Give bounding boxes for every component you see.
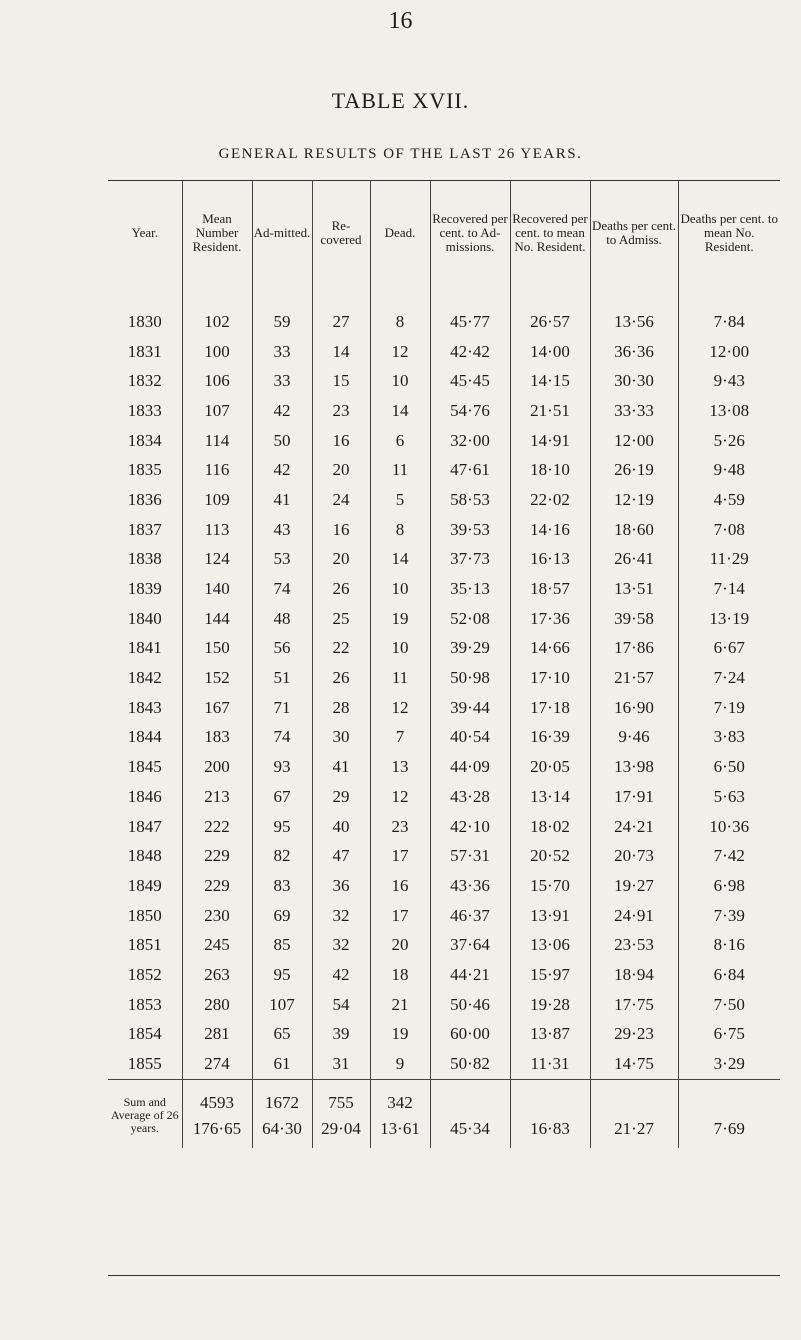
table-cell: 13	[370, 752, 430, 782]
results-table	[108, 180, 780, 1148]
sum-cell	[252, 1079, 312, 1148]
table-cell: 20	[312, 455, 370, 485]
table-cell: 35·13	[430, 574, 510, 604]
year-cell: 1855	[127, 1054, 162, 1074]
sum-value: 4593	[200, 1092, 234, 1112]
table-cell: 114	[182, 426, 252, 456]
table-cell: 42	[252, 455, 312, 485]
table-cell: 50·46	[430, 990, 510, 1020]
table-cell: 7·50	[678, 990, 780, 1020]
sum-cell	[370, 1079, 430, 1148]
table-cell: 22	[312, 634, 370, 664]
table-cell: 20·52	[510, 841, 590, 871]
table-row	[108, 841, 780, 871]
table-cell: 13·98	[590, 752, 678, 782]
table-cell: 42·42	[430, 337, 510, 367]
table-cell: 13·14	[510, 782, 590, 812]
table-row	[108, 545, 780, 575]
table-cell: 107	[182, 396, 252, 426]
table-cell: 22·02	[510, 485, 590, 515]
table-cell: 85	[252, 930, 312, 960]
table-cell: 19	[370, 1020, 430, 1050]
table-cell: 20·73	[590, 841, 678, 871]
table-row	[108, 485, 780, 515]
table-row	[108, 337, 780, 367]
table-cell: 16	[312, 426, 370, 456]
table-cell: 17·36	[510, 604, 590, 634]
table-cell: 200	[182, 752, 252, 782]
year-cell: 1850	[127, 905, 162, 925]
table-cell: 17	[370, 901, 430, 931]
table-cell: 17·10	[510, 663, 590, 693]
table-cell: 93	[252, 752, 312, 782]
table-cell: 16·13	[510, 545, 590, 575]
year-cell: 1854	[127, 1024, 162, 1044]
table-cell: 100	[182, 337, 252, 367]
table-cell: 18·02	[510, 812, 590, 842]
year-cell: 1852	[127, 964, 162, 984]
table-cell: 5	[370, 485, 430, 515]
table-cell: 11	[370, 663, 430, 693]
table-cell: 41	[252, 485, 312, 515]
table-cell: 74	[252, 574, 312, 604]
table-cell: 19·27	[590, 871, 678, 901]
table-cell: 7·14	[678, 574, 780, 604]
table-cell: 21·51	[510, 396, 590, 426]
table-cell: 56	[252, 634, 312, 664]
year-cell: 1845	[127, 757, 162, 777]
table-cell: 7·08	[678, 515, 780, 545]
table-cell: 16	[312, 515, 370, 545]
table-cell: 20·05	[510, 752, 590, 782]
table-cell: 3·83	[678, 723, 780, 753]
table-cell: 8·16	[678, 930, 780, 960]
table-cell: 18·57	[510, 574, 590, 604]
table-cell: 46·37	[430, 901, 510, 931]
table-cell: 82	[252, 841, 312, 871]
table-cell: 24·21	[590, 812, 678, 842]
table-cell: 50·98	[430, 663, 510, 693]
table-cell: 95	[252, 812, 312, 842]
table-cell: 47	[312, 841, 370, 871]
table-cell: 44·21	[430, 960, 510, 990]
table-cell: 229	[182, 841, 252, 871]
table-cell: 23·53	[590, 930, 678, 960]
table-cell: 58·53	[430, 485, 510, 515]
year-cell: 1840	[127, 608, 162, 628]
year-cell: 1835	[127, 460, 162, 480]
table-cell: 12·00	[590, 426, 678, 456]
table-cell: 59	[252, 285, 312, 337]
table-cell: 10	[370, 366, 430, 396]
year-cell: 1851	[127, 935, 162, 955]
year-cell: 1847	[127, 816, 162, 836]
table-cell: 42	[252, 396, 312, 426]
table-cell: 14	[370, 396, 430, 426]
sum-cell	[590, 1079, 678, 1148]
table-cell: 17·75	[590, 990, 678, 1020]
year-cell: 1839	[127, 579, 162, 599]
year-cell: 1831	[127, 341, 162, 361]
year-cell: 1838	[127, 549, 162, 569]
table-cell: 32·00	[430, 426, 510, 456]
table-cell: 9·48	[678, 455, 780, 485]
table-row	[108, 663, 780, 693]
table-cell: 20	[370, 930, 430, 960]
table-cell: 41	[312, 752, 370, 782]
table-cell: 54·76	[430, 396, 510, 426]
table-cell: 16	[370, 871, 430, 901]
table-cell: 39·58	[590, 604, 678, 634]
year-cell: 1849	[127, 875, 162, 895]
table-cell: 6·84	[678, 960, 780, 990]
table-cell: 30	[312, 723, 370, 753]
table-cell: 26	[312, 574, 370, 604]
table-cell: 74	[252, 723, 312, 753]
table-cell: 13·87	[510, 1020, 590, 1050]
table-cell: 12	[370, 782, 430, 812]
table-cell: 13·08	[678, 396, 780, 426]
table-cell: 71	[252, 693, 312, 723]
table-cell: 18·94	[590, 960, 678, 990]
table-cell: 144	[182, 604, 252, 634]
table-subtitle: GENERAL RESULTS OF THE LAST 26 YEARS.	[218, 146, 583, 162]
table-cell: 83	[252, 871, 312, 901]
column-header: Re-covered	[312, 181, 370, 286]
table-cell: 15·70	[510, 871, 590, 901]
year-cell: 1842	[127, 668, 162, 688]
table-row	[108, 634, 780, 664]
table-cell: 28	[312, 693, 370, 723]
sum-value: 755	[328, 1092, 354, 1112]
column-header: Deaths per cent. to mean No. Resident.	[678, 181, 780, 286]
table-cell: 18·10	[510, 455, 590, 485]
table-cell: 32	[312, 901, 370, 931]
table-cell: 13·06	[510, 930, 590, 960]
table-cell: 24	[312, 485, 370, 515]
table-cell: 17	[370, 841, 430, 871]
table-row	[108, 366, 780, 396]
table-cell: 213	[182, 782, 252, 812]
table-cell: 13·91	[510, 901, 590, 931]
table-cell: 14·00	[510, 337, 590, 367]
table-cell: 152	[182, 663, 252, 693]
table-cell: 7·19	[678, 693, 780, 723]
table-cell: 30·30	[590, 366, 678, 396]
average-value: 176·65	[192, 1118, 242, 1138]
table-cell: 183	[182, 723, 252, 753]
table-cell: 26·19	[590, 455, 678, 485]
year-cell: 1848	[127, 846, 162, 866]
table-cell: 107	[252, 990, 312, 1020]
header-row	[108, 181, 780, 286]
table-cell: 116	[182, 455, 252, 485]
table-cell: 14·91	[510, 426, 590, 456]
table-cell: 6·50	[678, 752, 780, 782]
table-row	[108, 901, 780, 931]
table-cell: 16·39	[510, 723, 590, 753]
table-row	[108, 396, 780, 426]
column-header: Dead.	[370, 181, 430, 286]
table-cell: 109	[182, 485, 252, 515]
table-cell: 57·31	[430, 841, 510, 871]
table-cell: 7·39	[678, 901, 780, 931]
table-row	[108, 515, 780, 545]
table-cell: 5·63	[678, 782, 780, 812]
sum-row	[108, 1079, 780, 1148]
table-cell: 50·82	[430, 1049, 510, 1079]
table-cell: 40	[312, 812, 370, 842]
table-row	[108, 812, 780, 842]
table-cell: 67	[252, 782, 312, 812]
table-cell: 11·31	[510, 1049, 590, 1079]
table-cell: 20	[312, 545, 370, 575]
table-title: TABLE XVII.	[331, 88, 470, 113]
year-cell: 1834	[127, 430, 162, 450]
table-cell: 6·98	[678, 871, 780, 901]
table-cell: 27	[312, 285, 370, 337]
column-header: Mean Number Resident.	[182, 181, 252, 286]
table-cell: 12	[370, 693, 430, 723]
table-cell: 13·56	[590, 285, 678, 337]
table-cell: 19·28	[510, 990, 590, 1020]
table-cell: 14·75	[590, 1049, 678, 1079]
table-row	[108, 1049, 780, 1079]
table-cell: 230	[182, 901, 252, 931]
table-cell: 229	[182, 871, 252, 901]
sum-label: Sum and Average of 26 years.	[108, 1079, 182, 1148]
table-cell: 42·10	[430, 812, 510, 842]
table-cell: 9·43	[678, 366, 780, 396]
table-cell: 7·42	[678, 841, 780, 871]
table-cell: 31	[312, 1049, 370, 1079]
table-cell: 15·97	[510, 960, 590, 990]
table-cell: 29	[312, 782, 370, 812]
table-cell: 10	[370, 634, 430, 664]
sum-value: 342	[387, 1092, 413, 1112]
table-cell: 7·84	[678, 285, 780, 337]
table-cell: 26·57	[510, 285, 590, 337]
table-cell: 9	[370, 1049, 430, 1079]
sum-value: 1672	[265, 1092, 299, 1112]
average-value: 21·27	[614, 1118, 654, 1138]
average-value: 45·34	[450, 1118, 490, 1138]
year-cell: 1853	[127, 994, 162, 1014]
table-row	[108, 574, 780, 604]
table-cell: 51	[252, 663, 312, 693]
table-cell: 33	[252, 337, 312, 367]
table-cell: 33	[252, 366, 312, 396]
table-cell: 12	[370, 337, 430, 367]
table-cell: 29·23	[590, 1020, 678, 1050]
page-number: 16	[388, 8, 413, 34]
table-cell: 39·29	[430, 634, 510, 664]
table-cell: 18	[370, 960, 430, 990]
table-row	[108, 723, 780, 753]
table-cell: 33·33	[590, 396, 678, 426]
table-cell: 13·51	[590, 574, 678, 604]
year-cell: 1846	[127, 786, 162, 806]
bottom-rule	[108, 1275, 780, 1276]
year-cell: 1836	[127, 489, 162, 509]
sum-cell	[430, 1079, 510, 1148]
table-row	[108, 455, 780, 485]
average-value: 29·04	[321, 1118, 361, 1138]
table-cell: 37·64	[430, 930, 510, 960]
table-cell: 42	[312, 960, 370, 990]
table-cell: 14·66	[510, 634, 590, 664]
table-cell: 263	[182, 960, 252, 990]
table-cell: 24·91	[590, 901, 678, 931]
table-cell: 102	[182, 285, 252, 337]
year-cell: 1844	[127, 727, 162, 747]
table-cell: 50	[252, 426, 312, 456]
table-row	[108, 285, 780, 337]
table-cell: 124	[182, 545, 252, 575]
column-header: Recovered per cent. to Ad-missions.	[430, 181, 510, 286]
table-row	[108, 693, 780, 723]
table-cell: 14	[370, 545, 430, 575]
table-cell: 13·19	[678, 604, 780, 634]
table-cell: 5·26	[678, 426, 780, 456]
table-row	[108, 990, 780, 1020]
table-cell: 14	[312, 337, 370, 367]
table-cell: 40·54	[430, 723, 510, 753]
table-cell: 12·19	[590, 485, 678, 515]
column-header: Recovered per cent. to mean No. Resident.	[510, 181, 590, 286]
table-cell: 21·57	[590, 663, 678, 693]
average-value: 64·30	[262, 1118, 302, 1138]
table-cell: 44·09	[430, 752, 510, 782]
table-cell: 14·16	[510, 515, 590, 545]
table-row	[108, 782, 780, 812]
table-cell: 280	[182, 990, 252, 1020]
table-row	[108, 604, 780, 634]
table-cell: 43·36	[430, 871, 510, 901]
table-cell: 43	[252, 515, 312, 545]
table-cell: 167	[182, 693, 252, 723]
column-header: Deaths per cent. to Admiss.	[590, 181, 678, 286]
table-row	[108, 930, 780, 960]
table-cell: 8	[370, 515, 430, 545]
table-row	[108, 426, 780, 456]
table-cell: 6·67	[678, 634, 780, 664]
sum-cell	[312, 1079, 370, 1148]
column-header: Year.	[131, 225, 158, 240]
table-cell: 23	[370, 812, 430, 842]
table-cell: 17·91	[590, 782, 678, 812]
table-cell: 26	[312, 663, 370, 693]
year-cell: 1837	[127, 519, 162, 539]
table-cell: 6·75	[678, 1020, 780, 1050]
table-cell: 15	[312, 366, 370, 396]
table-cell: 281	[182, 1020, 252, 1050]
table-cell: 39	[312, 1020, 370, 1050]
table-cell: 37·73	[430, 545, 510, 575]
table-cell: 17·86	[590, 634, 678, 664]
table-cell: 48	[252, 604, 312, 634]
table-cell: 45·45	[430, 366, 510, 396]
table-cell: 245	[182, 930, 252, 960]
table-cell: 7	[370, 723, 430, 753]
average-value: 16·83	[530, 1118, 570, 1138]
table-cell: 11·29	[678, 545, 780, 575]
average-value: 7·69	[713, 1118, 745, 1138]
table-cell: 45·77	[430, 285, 510, 337]
table-cell: 17·18	[510, 693, 590, 723]
table-cell: 18·60	[590, 515, 678, 545]
table-cell: 36	[312, 871, 370, 901]
table-cell: 54	[312, 990, 370, 1020]
table-cell: 274	[182, 1049, 252, 1079]
table-cell: 39·53	[430, 515, 510, 545]
table-cell: 14·15	[510, 366, 590, 396]
table-cell: 43·28	[430, 782, 510, 812]
column-header: Ad-mitted.	[252, 181, 312, 286]
table-cell: 47·61	[430, 455, 510, 485]
year-cell: 1830	[127, 311, 162, 331]
table-cell: 222	[182, 812, 252, 842]
table-cell: 150	[182, 634, 252, 664]
table-cell: 95	[252, 960, 312, 990]
table-row	[108, 752, 780, 782]
year-cell: 1843	[127, 697, 162, 717]
table-cell: 32	[312, 930, 370, 960]
table-cell: 6	[370, 426, 430, 456]
table-cell: 11	[370, 455, 430, 485]
table-cell: 39·44	[430, 693, 510, 723]
table-cell: 3·29	[678, 1049, 780, 1079]
table-cell: 4·59	[678, 485, 780, 515]
table-cell: 36·36	[590, 337, 678, 367]
table-cell: 53	[252, 545, 312, 575]
year-cell: 1833	[127, 400, 162, 420]
table-cell: 10·36	[678, 812, 780, 842]
table-cell: 26·41	[590, 545, 678, 575]
table-row	[108, 1020, 780, 1050]
table-cell: 106	[182, 366, 252, 396]
table-cell: 65	[252, 1020, 312, 1050]
table-cell: 60·00	[430, 1020, 510, 1050]
table-cell: 61	[252, 1049, 312, 1079]
table-cell: 69	[252, 901, 312, 931]
sum-cell	[182, 1079, 252, 1148]
sum-cell	[678, 1079, 780, 1148]
table-row	[108, 960, 780, 990]
year-cell: 1841	[127, 638, 162, 658]
table-cell: 9·46	[590, 723, 678, 753]
table-cell: 16·90	[590, 693, 678, 723]
table-cell: 113	[182, 515, 252, 545]
table-row	[108, 871, 780, 901]
table-cell: 52·08	[430, 604, 510, 634]
table-cell: 10	[370, 574, 430, 604]
table-cell: 7·24	[678, 663, 780, 693]
sum-cell	[510, 1079, 590, 1148]
table-cell: 25	[312, 604, 370, 634]
table-cell: 21	[370, 990, 430, 1020]
average-value: 13·61	[380, 1118, 420, 1138]
table-body	[108, 285, 780, 1148]
table-cell: 140	[182, 574, 252, 604]
table-cell: 12·00	[678, 337, 780, 367]
table-cell: 8	[370, 285, 430, 337]
table-cell: 23	[312, 396, 370, 426]
year-cell: 1832	[127, 371, 162, 391]
table-cell: 19	[370, 604, 430, 634]
